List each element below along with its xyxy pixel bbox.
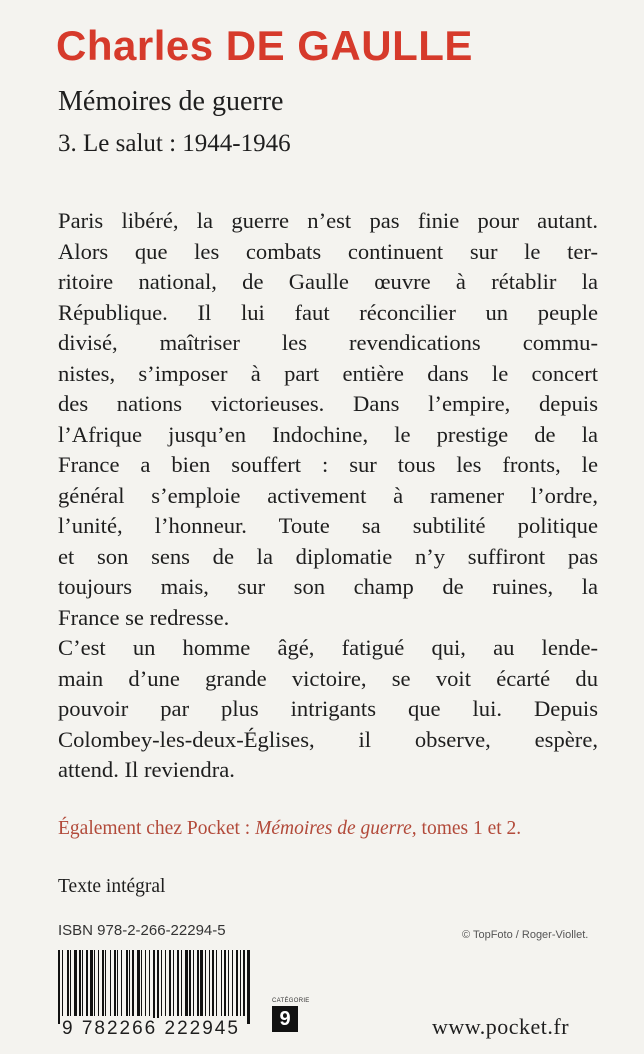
barcode-bar: [169, 950, 171, 1016]
blurb-line: Alors que les combats continuent sur le ter-: [58, 238, 598, 264]
blurb-line: France se redresse.: [58, 604, 230, 630]
barcode-bar: [145, 950, 146, 1016]
barcode-bar: [173, 950, 174, 1016]
edition-note: Texte intégral: [58, 876, 166, 897]
barcode-bar: [121, 950, 122, 1016]
barcode-bar: [137, 950, 140, 1016]
barcode-bar: [105, 950, 106, 1016]
barcode-bar: [79, 950, 81, 1016]
barcode-bar: [205, 950, 206, 1016]
barcode-bar: [240, 950, 241, 1016]
barcode-bar: [243, 950, 245, 1016]
barcode-bar: [224, 950, 226, 1016]
also-suffix: tomes 1 et 2.: [416, 818, 522, 839]
barcode-bar: [209, 950, 210, 1016]
barcode-bar: [185, 950, 188, 1016]
also-available-note: [58, 818, 521, 840]
barcode-bar: [117, 950, 118, 1016]
blurb-line: général s’emploie activement à ramener l’ordre,: [58, 482, 598, 508]
barcode-bar: [181, 950, 182, 1016]
barcode-bar: [62, 950, 63, 1016]
barcode-bar: [228, 950, 229, 1016]
volume-subtitle: 3. Le salut : 1944-1946: [58, 130, 291, 157]
blurb-line: République. Il lui faut réconcilier un peuple: [58, 299, 598, 325]
blurb-line: attend. Il reviendra.: [58, 757, 235, 782]
barcode-bars: [56, 950, 256, 1024]
barcode-bar: [149, 950, 150, 1016]
barcode-bar: [129, 950, 130, 1016]
barcode-bar: [232, 950, 233, 1016]
barcode-bar: [114, 950, 116, 1016]
barcode-bar: [236, 950, 238, 1016]
publisher-url: www.pocket.fr: [432, 1014, 570, 1039]
barcode-bar: [74, 950, 77, 1016]
barcode-bar: [212, 950, 214, 1016]
blurb-line: l’unité, l’honneur. Toute sa subtilité politique: [58, 513, 598, 538]
barcode-bar: [193, 950, 194, 1016]
barcode-bar: [200, 950, 203, 1016]
barcode-bar: [161, 950, 162, 1016]
blurb-line: Paris libéré, la guerre n’est pas finie pour autant.: [58, 208, 598, 233]
blurb-line: Colombey-les-deux-Églises, il observe, espère,: [58, 726, 598, 752]
barcode-bar: [165, 950, 166, 1016]
barcode-bar: [98, 950, 99, 1016]
barcode-bar: [177, 950, 179, 1016]
barcode-bar: [94, 950, 95, 1016]
blurb-line: pouvoir par plus intrigants que lui. Depuis: [58, 696, 598, 721]
barcode-bar: [90, 950, 93, 1016]
isbn: ISBN 978-2-266-22294-5: [58, 922, 226, 939]
blurb-line: toujours mais, sur son champ de ruines, la: [58, 574, 598, 599]
blurb-line: des nations victorieuses. Dans l’empire, depuis: [58, 391, 598, 416]
blurb-line: France a bien souffert : sur tous les fronts, le: [58, 452, 598, 477]
barcode-bar: [82, 950, 83, 1016]
blurb-line: et son sens de la diplomatie n’y suffiront pas: [58, 543, 598, 569]
photo-credit: © TopFoto / Roger-Viollet.: [462, 929, 589, 941]
category-badge: [272, 998, 310, 1032]
blurb-line: nistes, s’imposer à part entière dans le concert: [58, 360, 598, 386]
category-label: CATÉGORIE: [272, 998, 310, 1004]
category-number: 9: [272, 1006, 298, 1032]
barcode-bar: [216, 950, 217, 1016]
barcode-bar: [153, 950, 155, 1024]
barcode-bar: [126, 950, 128, 1016]
barcode-bar: [197, 950, 199, 1016]
author-name: Charles DE GAULLE: [56, 22, 473, 69]
barcode-bar: [70, 950, 71, 1016]
barcode-bar: [247, 950, 250, 1024]
barcode-bar: [132, 950, 134, 1016]
book-title: Mémoires de guerre: [58, 86, 284, 117]
barcode-bar: [58, 950, 60, 1024]
barcode-bar: [102, 950, 104, 1016]
back-cover-blurb: [58, 206, 598, 786]
blurb-line: divisé, maîtriser les revendications commu-: [58, 330, 598, 355]
barcode-bar: [110, 950, 111, 1016]
barcode-bar: [189, 950, 191, 1016]
also-work-title: Mémoires de guerre,: [255, 818, 417, 839]
barcode-bar: [157, 950, 159, 1024]
barcode-bar: [67, 950, 69, 1016]
blurb-line: main d’une grande victoire, se voit écarté du: [58, 665, 598, 691]
barcode-bar: [86, 950, 88, 1016]
also-prefix: Également chez Pocket :: [58, 818, 256, 839]
barcode-digits: 9 782266 222945: [62, 1018, 240, 1039]
barcode-bar: [141, 950, 142, 1016]
blurb-line: C’est un homme âgé, fatigué qui, au lende-: [58, 635, 598, 660]
blurb-line: ritoire national, de Gaulle œuvre à rétablir la: [58, 269, 598, 294]
barcode-bar: [221, 950, 222, 1016]
blurb-line: l’Afrique jusqu’en Indochine, le prestige de la: [58, 421, 598, 447]
